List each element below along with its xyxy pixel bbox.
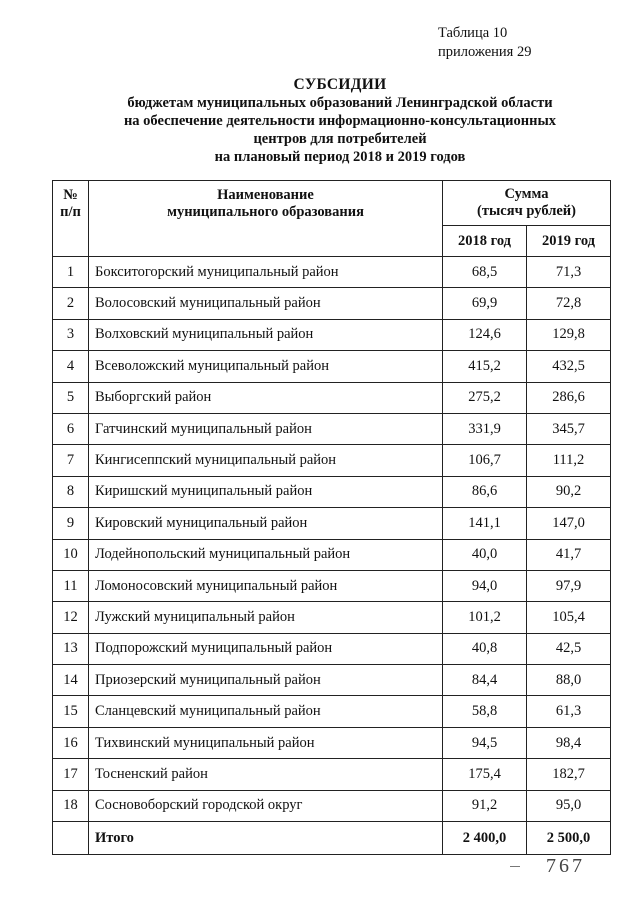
municipality-name: Гатчинский муниципальный район (89, 413, 443, 444)
total-2019: 2 500,0 (527, 822, 611, 855)
title-line-1: бюджетам муниципальных образований Ленинградской области (127, 95, 553, 111)
row-number: 4 (53, 351, 89, 382)
amount-2019: 111,2 (527, 445, 611, 476)
amount-2018: 84,4 (443, 665, 527, 696)
table-row (53, 319, 611, 350)
amount-2018: 40,0 (443, 539, 527, 570)
amount-2018: 415,2 (443, 351, 527, 382)
document-title (60, 76, 620, 166)
table-row (53, 445, 611, 476)
table-row (53, 759, 611, 790)
row-number: 12 (53, 602, 89, 633)
header-year-2019: 2019 год (527, 226, 611, 257)
title-line-4: на плановый период 2018 и 2019 годов (214, 149, 466, 165)
amount-2019: 182,7 (527, 759, 611, 790)
municipality-name: Выборгский район (89, 382, 443, 413)
row-number: 11 (53, 570, 89, 601)
municipality-name: Бокситогорский муниципальный район (89, 257, 443, 288)
table-row (53, 476, 611, 507)
row-number: 9 (53, 508, 89, 539)
amount-2018: 175,4 (443, 759, 527, 790)
amount-2018: 86,6 (443, 476, 527, 507)
amount-2019: 95,0 (527, 790, 611, 821)
header-number-abbr: п/п (60, 204, 81, 220)
amount-2018: 40,8 (443, 633, 527, 664)
municipality-name: Кировский муниципальный район (89, 508, 443, 539)
table-row (53, 288, 611, 319)
header-sum-line-2: (тысяч рублей) (477, 203, 576, 219)
municipality-name: Лужский муниципальный район (89, 602, 443, 633)
header-sum (443, 181, 611, 226)
amount-2019: 129,8 (527, 319, 611, 350)
header-sum-line-1: Сумма (504, 186, 549, 202)
amount-2018: 58,8 (443, 696, 527, 727)
amount-2018: 124,6 (443, 319, 527, 350)
title-main: СУБСИДИИ (293, 76, 387, 93)
municipality-name: Киришский муниципальный район (89, 476, 443, 507)
amount-2018: 275,2 (443, 382, 527, 413)
header-number (53, 181, 89, 257)
table-row (53, 382, 611, 413)
amount-2019: 286,6 (527, 382, 611, 413)
amount-2019: 90,2 (527, 476, 611, 507)
header-row (53, 181, 611, 226)
municipality-name: Приозерский муниципальный район (89, 665, 443, 696)
header-name (89, 181, 443, 257)
row-number: 16 (53, 727, 89, 758)
municipality-name: Всеволожский муниципальный район (89, 351, 443, 382)
amount-2019: 98,4 (527, 727, 611, 758)
amount-2018: 331,9 (443, 413, 527, 444)
table-row (53, 257, 611, 288)
table-row (53, 727, 611, 758)
table-row (53, 790, 611, 821)
municipality-name: Волосовский муниципальный район (89, 288, 443, 319)
row-number: 15 (53, 696, 89, 727)
municipality-name: Тосненский район (89, 759, 443, 790)
margin-mark (510, 866, 520, 867)
amount-2019: 41,7 (527, 539, 611, 570)
amount-2019: 71,3 (527, 257, 611, 288)
table-row (53, 508, 611, 539)
municipality-name: Тихвинский муниципальный район (89, 727, 443, 758)
page-stamp: 767 (546, 855, 585, 877)
row-number: 1 (53, 257, 89, 288)
row-number: 17 (53, 759, 89, 790)
table-row (53, 665, 611, 696)
amount-2019: 72,8 (527, 288, 611, 319)
table-row (53, 539, 611, 570)
reference-appendix: приложения 29 (438, 44, 532, 60)
municipality-name: Сосновоборский городской округ (89, 790, 443, 821)
total-row (53, 822, 611, 855)
row-number: 13 (53, 633, 89, 664)
row-number: 6 (53, 413, 89, 444)
municipality-name: Волховский муниципальный район (89, 319, 443, 350)
table-row (53, 413, 611, 444)
row-number: 7 (53, 445, 89, 476)
amount-2018: 106,7 (443, 445, 527, 476)
municipality-name: Ломоносовский муниципальный район (89, 570, 443, 601)
row-number: 10 (53, 539, 89, 570)
row-number: 8 (53, 476, 89, 507)
municipality-name: Лодейнопольский муниципальный район (89, 539, 443, 570)
header-number-symbol: № (63, 187, 78, 203)
row-number: 5 (53, 382, 89, 413)
amount-2019: 88,0 (527, 665, 611, 696)
amount-2019: 61,3 (527, 696, 611, 727)
amount-2019: 97,9 (527, 570, 611, 601)
total-2018: 2 400,0 (443, 822, 527, 855)
amount-2019: 345,7 (527, 413, 611, 444)
amount-2018: 94,5 (443, 727, 527, 758)
table-row (53, 351, 611, 382)
header-year-2018: 2018 год (443, 226, 527, 257)
amount-2018: 141,1 (443, 508, 527, 539)
amount-2019: 432,5 (527, 351, 611, 382)
amount-2018: 68,5 (443, 257, 527, 288)
reference-label (438, 24, 531, 62)
amount-2018: 101,2 (443, 602, 527, 633)
title-line-3: центров для потребителей (253, 131, 427, 147)
amount-2018: 91,2 (443, 790, 527, 821)
municipality-name: Кингисеппский муниципальный район (89, 445, 443, 476)
amount-2019: 147,0 (527, 508, 611, 539)
header-name-line-2: муниципального образования (167, 204, 364, 220)
municipality-name: Подпорожский муниципальный район (89, 633, 443, 664)
total-number-cell (53, 822, 89, 855)
header-name-line-1: Наименование (217, 187, 314, 203)
amount-2018: 69,9 (443, 288, 527, 319)
municipality-name: Сланцевский муниципальный район (89, 696, 443, 727)
total-label: Итого (89, 822, 443, 855)
row-number: 3 (53, 319, 89, 350)
table-row (53, 570, 611, 601)
table-row (53, 696, 611, 727)
amount-2019: 105,4 (527, 602, 611, 633)
subsidies-table (52, 180, 611, 855)
row-number: 18 (53, 790, 89, 821)
title-line-2: на обеспечение деятельности информационно-консультационных (123, 113, 557, 129)
amount-2018: 94,0 (443, 570, 527, 601)
table-row (53, 602, 611, 633)
reference-table-number: Таблица 10 (438, 25, 508, 41)
row-number: 14 (53, 665, 89, 696)
row-number: 2 (53, 288, 89, 319)
amount-2019: 42,5 (527, 633, 611, 664)
table-row (53, 633, 611, 664)
